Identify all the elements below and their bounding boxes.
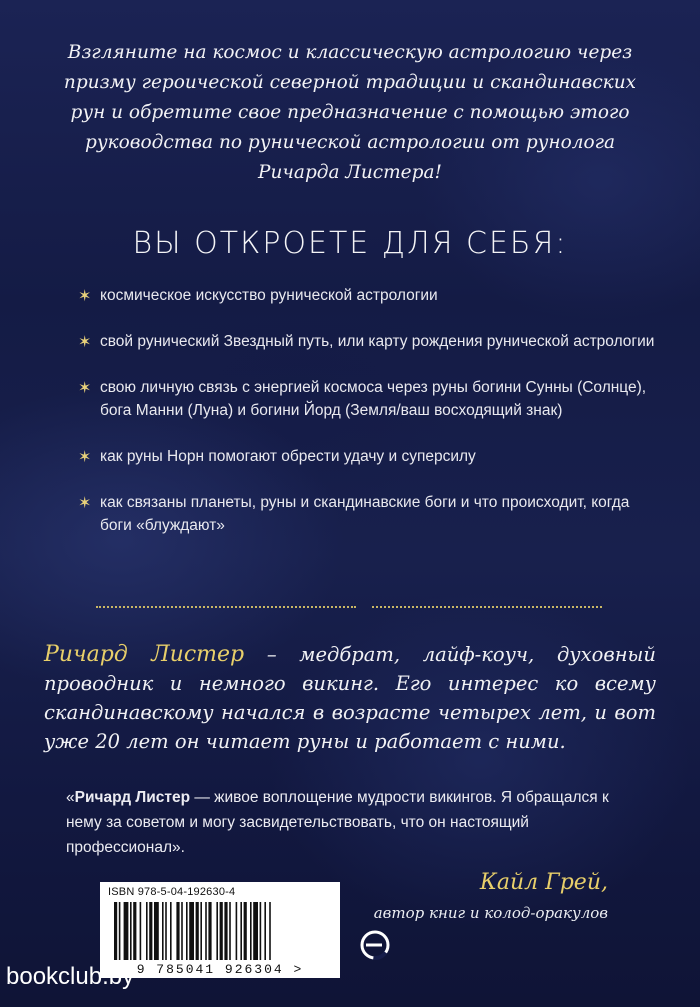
quote-block — [66, 785, 646, 860]
barcode-bar — [250, 902, 252, 960]
barcode-bar — [253, 902, 258, 960]
barcode-bar — [205, 902, 207, 960]
barcode — [100, 882, 340, 978]
quote-author-name: Кайл Грей, — [479, 870, 608, 895]
quote-text: — живое воплощение мудрости викингов. Я обращался к нему за советом и могу засвидетельствовать, что он настоящий профессионал». — [66, 789, 609, 856]
barcode-bar — [244, 902, 247, 960]
star-icon: ✶ — [78, 495, 92, 512]
barcode-bar — [133, 902, 136, 960]
barcode-bar — [236, 902, 238, 960]
list-item-text: свой рунический Звездный путь, или карту рождения рунической астрологии — [100, 333, 655, 350]
star-icon: ✶ — [78, 288, 92, 305]
barcode-bar — [149, 902, 152, 960]
barcode-bar — [170, 902, 172, 960]
quote-open-mark: « — [66, 789, 75, 806]
barcode-bar — [130, 902, 132, 960]
isbn-label: ISBN 978-5-04-192630-4 — [108, 886, 236, 898]
list-item-text: как руны Норн помогают обрести удачу и суперсилу — [100, 448, 476, 465]
barcode-bar — [189, 902, 194, 960]
barcode-bar — [229, 902, 231, 960]
barcode-bar — [162, 902, 164, 960]
bio-author-name: Ричард Листер — [44, 642, 245, 667]
publisher-logo-icon — [360, 930, 390, 960]
list-item-text: космическое искусство рунической астрологии — [100, 287, 438, 304]
list-item — [78, 376, 660, 422]
barcode-bars — [114, 902, 330, 960]
barcode-bar — [240, 902, 242, 960]
barcode-bar — [165, 902, 167, 960]
quote-name: Ричард Листер — [74, 789, 191, 806]
barcode-bar — [216, 902, 218, 960]
list-item — [78, 330, 660, 353]
benefits-list — [78, 284, 660, 560]
barcode-bar — [114, 902, 117, 960]
list-item-text: как связаны планеты, руны и скандинавские боги и что происходит, когда боги «блуждают» — [100, 494, 630, 534]
divider-right — [372, 606, 602, 608]
author-bio — [44, 640, 656, 756]
barcode-bar — [146, 902, 148, 960]
barcode-bar — [154, 902, 159, 960]
barcode-bar — [224, 902, 227, 960]
list-item — [78, 491, 660, 537]
barcode-bar — [196, 902, 199, 960]
barcode-bar — [181, 902, 183, 960]
intro-text: Взгляните на космос и классическую астрологию через призму героической северной традиции и скандинавских рун и обретите свое предназначение с помощью этого руководства по рунической астрологии от рунолога Ричарда Листера! — [63, 42, 637, 183]
barcode-bar — [186, 902, 188, 960]
list-item-text: свою личную связь с энергией космоса через руны богини Сунны (Солнце), бога Манни (Луна) и богини Йорд (Земля/ваш восходящий знак) — [100, 379, 647, 419]
barcode-digits: 9 785041 926304 > — [136, 962, 304, 977]
star-icon: ✶ — [78, 334, 92, 351]
star-icon: ✶ — [78, 380, 92, 397]
section-heading: ВЫ ОТКРОЕТЕ ДЛЯ СЕБЯ: — [132, 226, 568, 261]
list-item — [78, 284, 660, 307]
barcode-bar — [269, 902, 271, 960]
barcode-bar — [200, 902, 202, 960]
barcode-bar — [260, 902, 262, 960]
list-item — [78, 445, 660, 468]
barcode-bar — [264, 902, 266, 960]
bio-text: – медбрат, лайф-коуч, духовный проводник и немного викинг. Его интерес ко всему скандинавскому начался в возрасте четырех лет, и вот уже 20 лет он читает руны и работает с ними. — [44, 643, 656, 753]
star-icon: ✶ — [78, 449, 92, 466]
barcode-bar — [140, 902, 142, 960]
barcode-bar — [220, 902, 223, 960]
barcode-bar — [124, 902, 129, 960]
divider-left — [96, 606, 356, 608]
barcode-bar — [119, 902, 121, 960]
quote-author-role: автор книг и колод-оракулов — [373, 904, 608, 922]
barcode-bar — [208, 902, 211, 960]
barcode-bar — [176, 902, 179, 960]
watermark-text: bookclub.by — [6, 963, 135, 990]
